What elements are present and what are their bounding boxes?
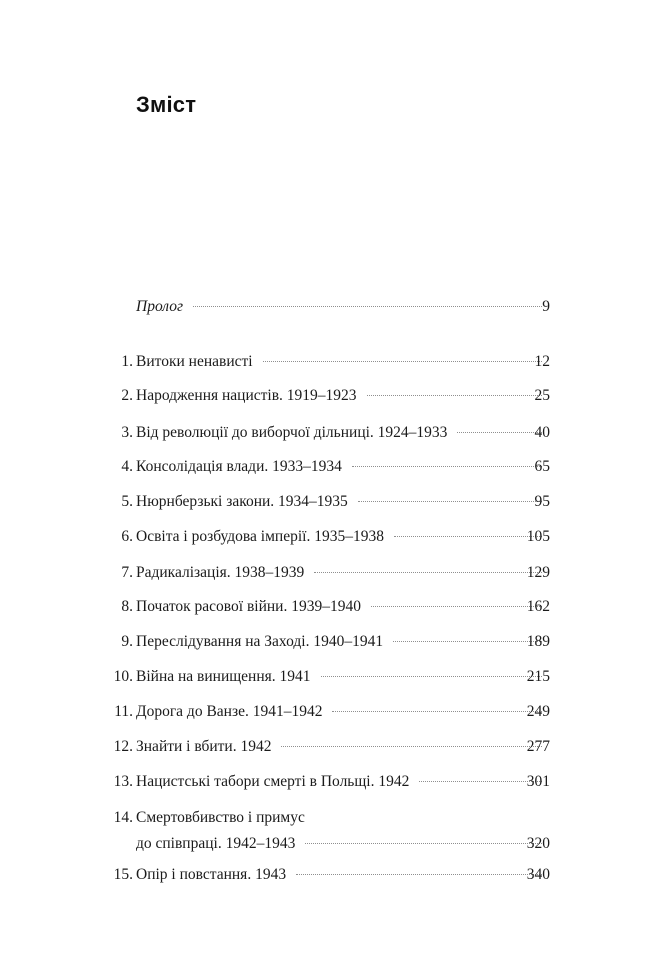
toc-line: [136, 563, 550, 583]
dot-leader: [193, 306, 542, 307]
chapter-page-number: 277: [526, 738, 550, 755]
dot-leader: [305, 843, 542, 844]
dot-leader: [296, 874, 542, 875]
toc-line: [136, 457, 550, 477]
chapter-page-number: 301: [526, 773, 550, 790]
toc-line: [136, 352, 550, 372]
dot-leader: [394, 536, 542, 537]
dot-leader: [314, 572, 542, 573]
chapter-title: Знайти і вбити. 1942: [136, 738, 272, 755]
chapter-page-number: 105: [526, 528, 550, 545]
chapter-page-number: 95: [534, 493, 550, 510]
prologue-label: Пролог: [136, 298, 184, 315]
chapter-page-number: 25: [534, 387, 550, 404]
dot-leader: [457, 432, 542, 433]
dot-leader: [393, 641, 542, 642]
chapter-number: 13.: [113, 773, 133, 790]
chapter-page-number: 162: [526, 598, 550, 615]
toc-line: [136, 667, 550, 687]
chapter-page-number: 65: [534, 458, 550, 475]
chapter-number: 9.: [121, 633, 133, 650]
toc-line: [136, 297, 550, 317]
toc-line: [136, 527, 550, 547]
chapter-title: Консолідація влади. 1933–1934: [136, 458, 342, 475]
chapter-number: 15.: [113, 866, 133, 883]
toc-line: [136, 386, 550, 406]
chapter-page-number: 340: [526, 866, 550, 883]
chapter-page-number: 189: [526, 633, 550, 650]
chapter-page-number: 12: [534, 353, 550, 370]
chapter-number: 11.: [114, 703, 133, 720]
toc-line: [136, 865, 550, 885]
chapter-page-number: 40: [534, 424, 550, 441]
chapter-title: Від революції до виборчої дільниці. 1924–1933: [136, 424, 448, 441]
prologue-page-number: 9: [542, 298, 550, 315]
dot-leader: [321, 676, 542, 677]
dot-leader: [371, 606, 542, 607]
chapter-number: 4.: [121, 458, 133, 475]
chapter-title: Дорога до Ванзе. 1941–1942: [136, 703, 323, 720]
chapter-title-line-1: Смертовбивство і примус: [136, 809, 305, 826]
toc-line: [136, 772, 550, 792]
chapter-number: 2.: [121, 387, 133, 404]
chapter-title: Радикалізація. 1938–1939: [136, 564, 305, 581]
chapter-number: 10.: [113, 668, 133, 685]
chapter-page-number: 320: [526, 835, 550, 852]
toc-line: [136, 834, 550, 854]
chapter-number: 7.: [121, 564, 133, 581]
toc-entry-chapter-14: [0, 808, 664, 854]
chapter-title: Витоки ненависті: [136, 353, 253, 370]
dot-leader: [352, 466, 542, 467]
chapter-number: 12.: [113, 738, 133, 755]
chapter-page-number: 249: [526, 703, 550, 720]
chapter-title: Опір і повстання. 1943: [136, 866, 287, 883]
toc-line: [136, 702, 550, 722]
chapter-title: Освіта і розбудова імперії. 1935–1938: [136, 528, 384, 545]
chapter-number: 1.: [121, 353, 133, 370]
page-title: Зміст: [136, 92, 197, 117]
dot-leader: [332, 711, 542, 712]
chapter-title: Початок расової війни. 1939–1940: [136, 598, 361, 615]
chapter-page-number: 215: [526, 668, 550, 685]
dot-leader: [281, 746, 542, 747]
dot-leader: [419, 781, 542, 782]
chapter-number: 5.: [121, 493, 133, 510]
chapter-number: 14.: [113, 809, 133, 826]
toc-line: [136, 632, 550, 652]
chapter-number: 3.: [121, 424, 133, 441]
dot-leader: [358, 501, 542, 502]
toc-line: [136, 492, 550, 512]
chapter-title: Нацистські табори смерті в Польщі. 1942: [136, 773, 410, 790]
chapter-title: Народження нацистів. 1919–1923: [136, 387, 357, 404]
chapter-page-number: 129: [526, 564, 550, 581]
chapter-title: Нюрнберзькі закони. 1934–1935: [136, 493, 348, 510]
chapter-title: Війна на винищення. 1941: [136, 668, 311, 685]
toc-line: [136, 737, 550, 757]
chapter-title-line-2: до співпраці. 1942–1943: [136, 835, 296, 852]
dot-leader: [367, 395, 542, 396]
toc-line: [136, 423, 550, 443]
toc-line: [136, 597, 550, 617]
dot-leader: [263, 361, 542, 362]
chapter-number: 8.: [121, 598, 133, 615]
chapter-title: Переслідування на Заході. 1940–1941: [136, 633, 384, 650]
chapter-number: 6.: [121, 528, 133, 545]
